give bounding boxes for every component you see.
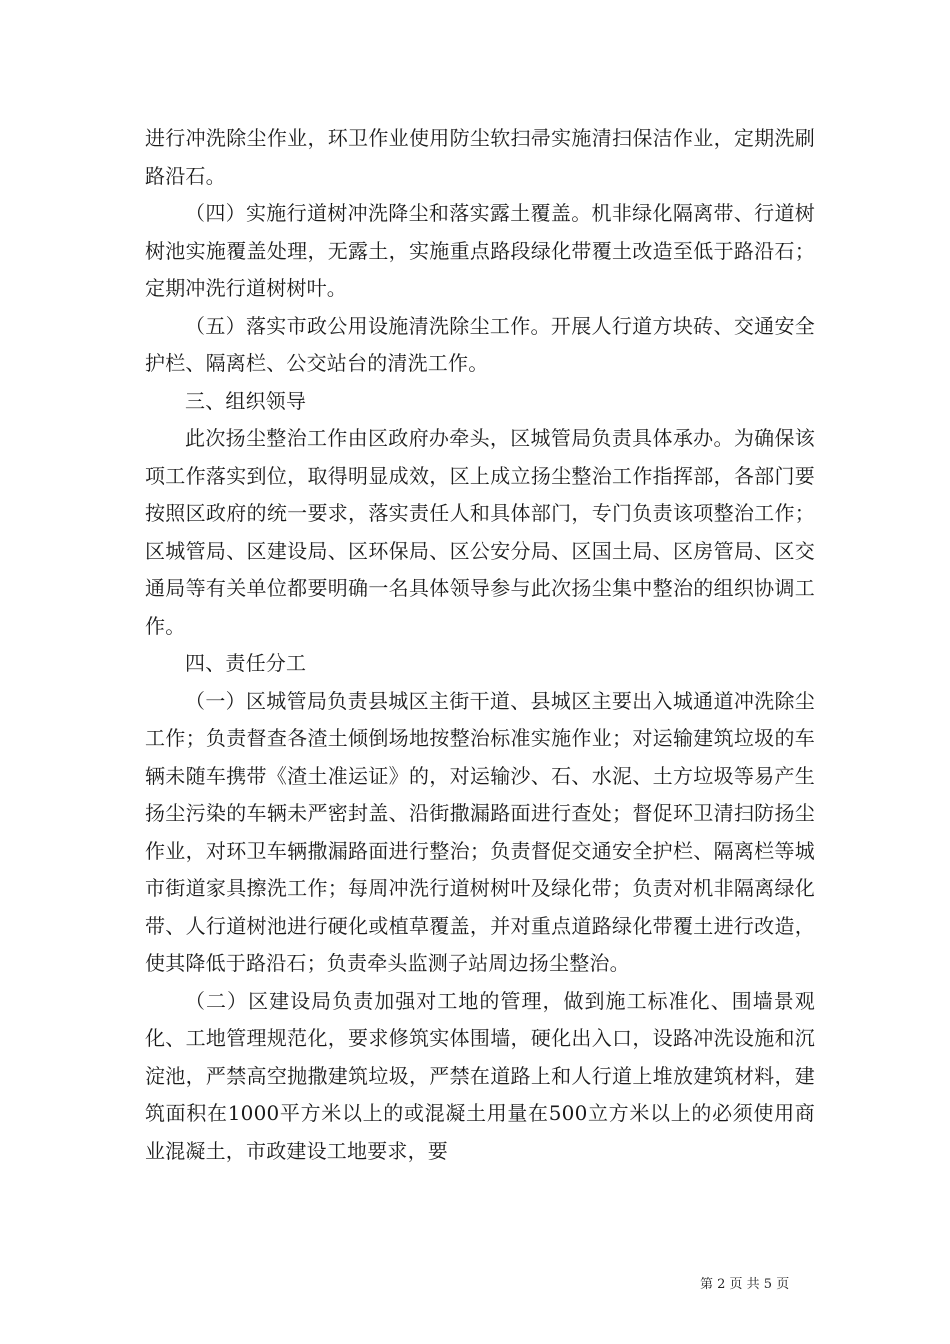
paragraph: （二）区建设局负责加强对工地的管理，做到施工标准化、围墙景观化、工地管理规范化，要求修筑实体围墙，硬化出入口，设路冲洗设施和沉淀池，严禁高空抛撒建筑垃圾，严禁在道路上和人行道上堆放建筑材料，建筑面积在1000平方米以上的或混凝土用量在500立方米以上的必须使用商业混凝土，市政建设工地要求，要 [145,988,815,1163]
paragraph: 四、责任分工 [185,651,307,675]
document-body [145,120,815,1170]
paragraph: 此次扬尘整治工作由区政府办牵头，区城管局负责具体承办。为确保该项工作落实到位，取得明显成效，区上成立扬尘整治工作指挥部，各部门要按照区政府的统一要求，落实责任人和具体部门，专门负责该项整治工作；区城管局、区建设局、区环保局、区公安分局、区国土局、区房管局、区交通局等有关单位都要明确一名具体领导参与此次扬尘集中整治的组织协调工作。 [145,426,815,638]
paragraph: （五）落实市政公用设施清洗除尘工作。开展人行道方块砖、交通安全护栏、隔离栏、公交站台的清洗工作。 [145,313,815,375]
page-number: 第 2 页 共 5 页 [700,1277,790,1292]
paragraph: 三、组织领导 [185,388,307,413]
paragraph: （一）区城管局负责县城区主街干道、县城区主要出入城通道冲洗除尘工作；负责督查各渣土倾倒场地按整治标准实施作业；对运输建筑垃圾的车辆未随车携带《渣土准运证》的，对运输沙、石、水泥、土方垃圾等易产生扬尘污染的车辆未严密封盖、沿街撒漏路面进行查处；督促环卫清扫防扬尘作业，对环卫车辆撒漏路面进行整治；负责督促交通安全护栏、隔离栏等城市街道家具擦洗工作；每周冲洗行道树树叶及绿化带；负责对机非隔离绿化带、人行道树池进行硬化或植草覆盖，并对重点道路绿化带覆土进行改造，使其降低于路沿石；负责牵头监测子站周边扬尘整治。 [145,688,815,975]
paragraph: 进行冲洗除尘作业，环卫作业使用防尘软扫帚实施清扫保洁作业，定期洗刷路沿石。 [145,126,815,188]
paragraph: （四）实施行道树冲洗降尘和落实露土覆盖。机非绿化隔离带、行道树树池实施覆盖处理，无露土，实施重点路段绿化带覆土改造至低于路沿石；定期冲洗行道树树叶。 [145,201,815,300]
